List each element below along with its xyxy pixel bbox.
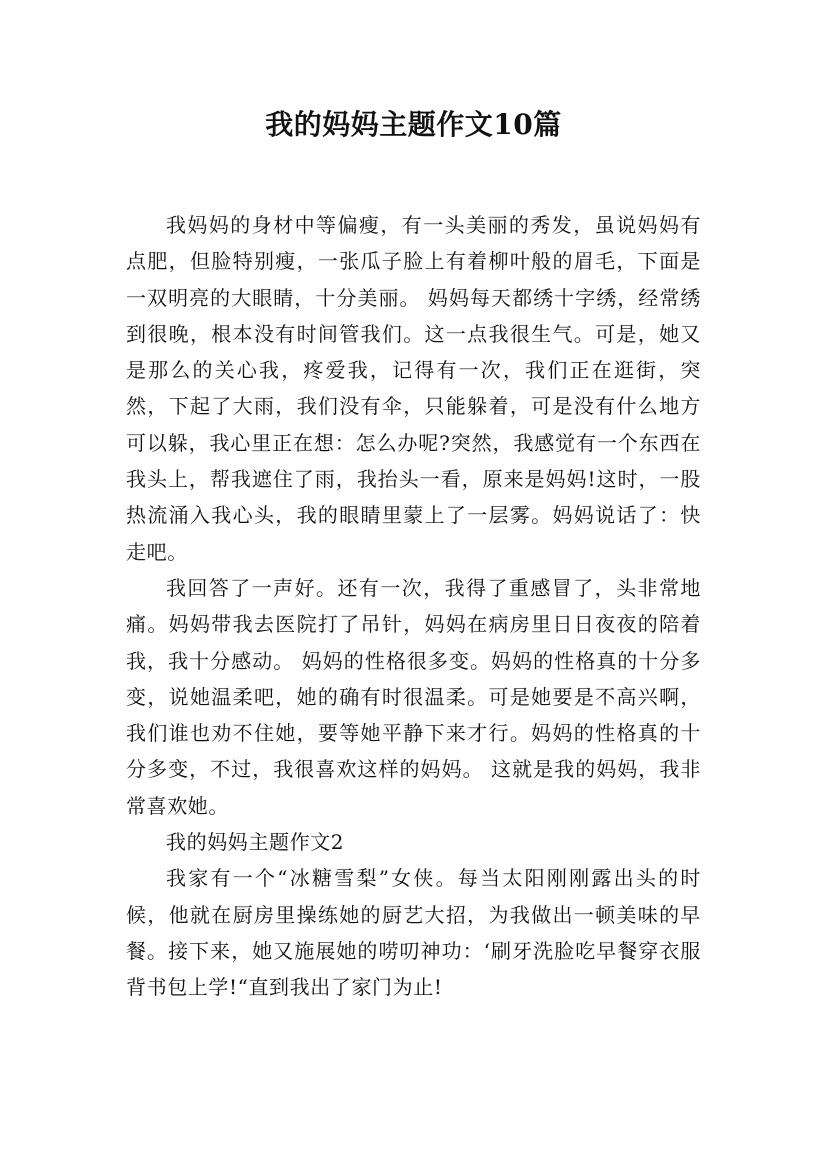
paragraph-3: 我家有一个“冰糖雪梨”女侠。每当太阳刚刚露出头的时候，他就在厨房里操练她的厨艺大招，为我做出一顿美味的早餐。接下来，她又施展她的唠叨神功：‘刷牙洗脸吃早餐穿衣服背书包上学!“直到我出了家门为止!	[126, 866, 701, 1000]
paragraph-1: 我妈妈的身材中等偏瘦，有一头美丽的秀发，虽说妈妈有点肥，但脸特别瘦，一张瓜子脸上有着柳叶般的眉毛，下面是一双明亮的大眼睛，十分美丽。 妈妈每天都绣十字绣，经常绣到很晚，根本没有时间管我们。这一点我很生气。可是，她又是那么的关心我，疼爱我，记得有一次，我们正在逛街，突然，下起了大雨，我们没有伞，只能躲着，可是没有什么地方可以躲，我心里正在想：怎么办呢?突然，我感觉有一个东西在我头上，帮我遮住了雨，我抬头一看，原来是妈妈!这时，一股热流涌入我心头，我的眼睛里蒙上了一层雾。妈妈说话了：快走吧。	[126, 213, 701, 564]
document-body	[126, 207, 701, 1006]
paragraph-2: 我回答了一声好。还有一次，我得了重感冒了，头非常地痛。妈妈带我去医院打了吊针，妈妈在病房里日日夜夜的陪着我，我十分感动。 妈妈的性格很多变。妈妈的性格真的十分多变，说她温柔吧，她的确有时很温柔。可是她要是不高兴啊，我们谁也劝不住她，要等她平静下来才行。妈妈的性格真的十分多变，不过，我很喜欢这样的妈妈。 这就是我的妈妈，我非常喜欢她。	[126, 575, 701, 818]
section-heading: 我的妈妈主题作文2	[166, 830, 345, 855]
document-title: 我的妈妈主题作文10篇	[265, 108, 562, 141]
